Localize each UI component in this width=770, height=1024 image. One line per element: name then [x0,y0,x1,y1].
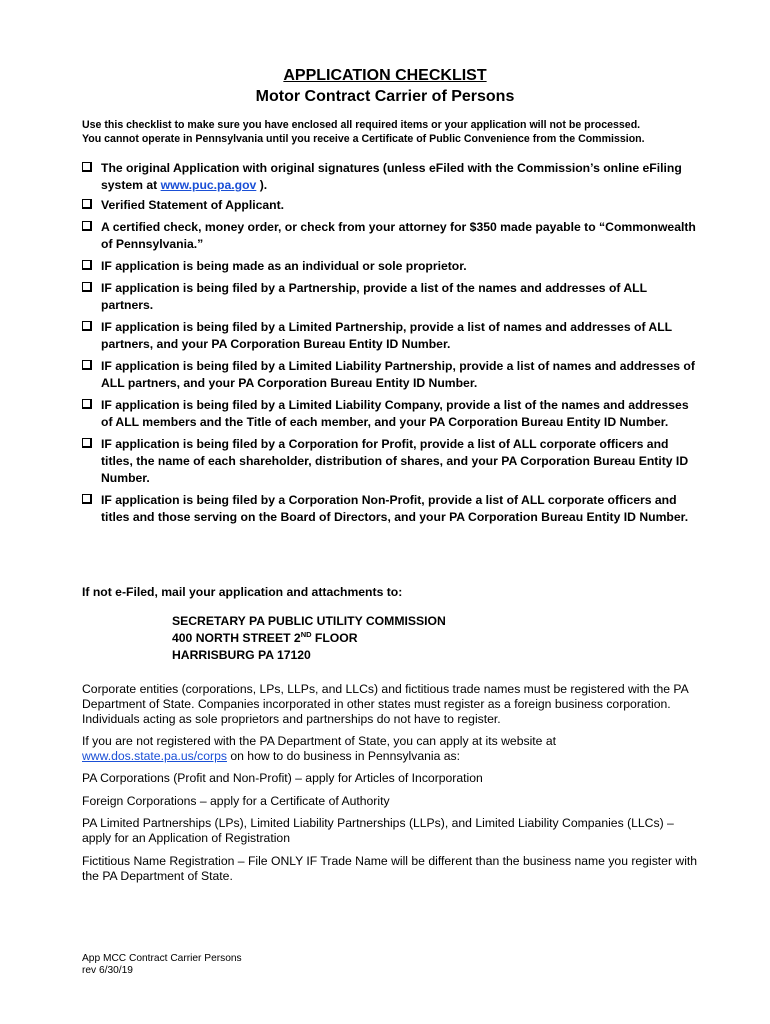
item-text: The original Application with original signatures (unless eFiled with the Commission’s online eFiling system at [101,161,682,192]
item-text: IF application is being filed by a Corporation for Profit, provide a list of ALL corporate officers and titles, the name of each shareholder, distribution of shares, and your PA Corporation Bureau Entity ID Number. [101,437,689,485]
checkbox[interactable] [82,438,92,448]
checklist-item-corporation-for-profit [82,436,702,487]
item-text: Verified Statement of Applicant. [101,198,285,212]
intro-text [82,118,702,146]
item-text: A certified check, money order, or check from your attorney for $350 made payable to “Commonwealth of Pennsylvania.” [101,220,696,251]
checklist-item-original-application [82,160,702,194]
item-text: IF application is being filed by a Limited Liability Partnership, provide a list of names and addresses of ALL partners, and your PA Corporation Bureau Entity ID Number. [101,359,695,390]
item-text: IF application is being made as an individual or sole proprietor. [101,259,467,273]
checkbox[interactable] [82,360,92,370]
checklist-item-verified-statement [82,197,702,214]
checkbox[interactable] [82,221,92,231]
item-text-end: ). [256,178,268,192]
checklist [82,160,702,526]
checkbox[interactable] [82,399,92,409]
checklist-item-limited-liability-partnership [82,358,702,392]
checklist-item-corporation-non-profit [82,492,702,526]
checklist-item-partnership [82,280,702,314]
checklist-item-sole-proprietor [82,258,702,275]
checkbox[interactable] [82,199,92,209]
checkbox[interactable] [82,162,92,172]
item-text: IF application is being filed by a Limited Liability Company, provide a list of the names and addresses of ALL members and the Title of each member, and your PA Corporation Bureau Entity ID Number. [101,398,689,429]
intro-line-1: Use this checklist to make sure you have enclosed all required items or your application will not be processed. [82,119,641,131]
puc-website-link[interactable]: www.puc.pa.gov [160,178,257,192]
address-line-3: HARRISBURG PA 17120 [172,648,311,662]
checklist-item-limited-liability-company [82,397,702,431]
item-text: IF application is being filed by a Limited Partnership, provide a list of names and addresses of ALL partners, and your PA Corporation Bureau Entity ID Number. [101,320,672,351]
page-title: APPLICATION CHECKLIST [283,67,487,84]
item-text: IF application is being filed by a Corporation Non-Profit, provide a list of ALL corporate officers and titles and those serving on the Board of Directors, and your PA Corporation Bureau Entity ID Number. [101,493,689,524]
checkbox[interactable] [82,494,92,504]
dos-website-link[interactable]: www.dos.state.pa.us/corps [82,749,227,763]
department-of-state-paragraph: If you are not registered with the PA Department of State, you can apply at its website at www.dos.state.pa.us/corps on how to do business in Pennsylvania as: [82,734,556,763]
foreign-corporations-paragraph: Foreign Corporations – apply for a Certificate of Authority [82,794,390,808]
checklist-item-limited-partnership [82,319,702,353]
checklist-item-certified-check [82,219,702,253]
mailing-instructions: If not e-Filed, mail your application and attachments to: [82,585,403,599]
mailing-address [172,613,446,664]
pa-corporations-paragraph: PA Corporations (Profit and Non-Profit) – apply for Articles of Incorporation [82,771,483,785]
intro-line-2: You cannot operate in Pennsylvania until you receive a Certificate of Public Convenience from the Commission. [82,133,645,145]
form-name: App MCC Contract Carrier Persons [82,953,242,964]
checkbox[interactable] [82,260,92,270]
page-subtitle: Motor Contract Carrier of Persons [255,88,515,105]
limited-entities-paragraph: PA Limited Partnerships (LPs), Limited Liability Partnerships (LLPs), and Limited Liability Companies (LLCs) – apply for an Application of Registration [82,816,674,845]
registration-paragraph: Corporate entities (corporations, LPs, LLPs, and LLCs) and fictitious trade names must be registered with the PA Department of State. Companies incorporated in other states must register as a foreign business corporation. Individuals acting as sole proprietors and partnerships do not have to register. [82,682,689,726]
checkbox[interactable] [82,282,92,292]
address-line-1: SECRETARY PA PUBLIC UTILITY COMMISSION [172,614,446,628]
item-text: IF application is being filed by a Partnership, provide a list of the names and addresses of ALL partners. [101,281,647,312]
revision-date: rev 6/30/19 [82,965,133,976]
address-line-2: 400 NORTH STREET 2ND FLOOR [172,630,358,645]
document-footer [82,953,242,977]
checkbox[interactable] [82,321,92,331]
fictitious-name-paragraph: Fictitious Name Registration – File ONLY IF Trade Name will be different than the business name you register with the PA Department of State. [82,854,698,883]
